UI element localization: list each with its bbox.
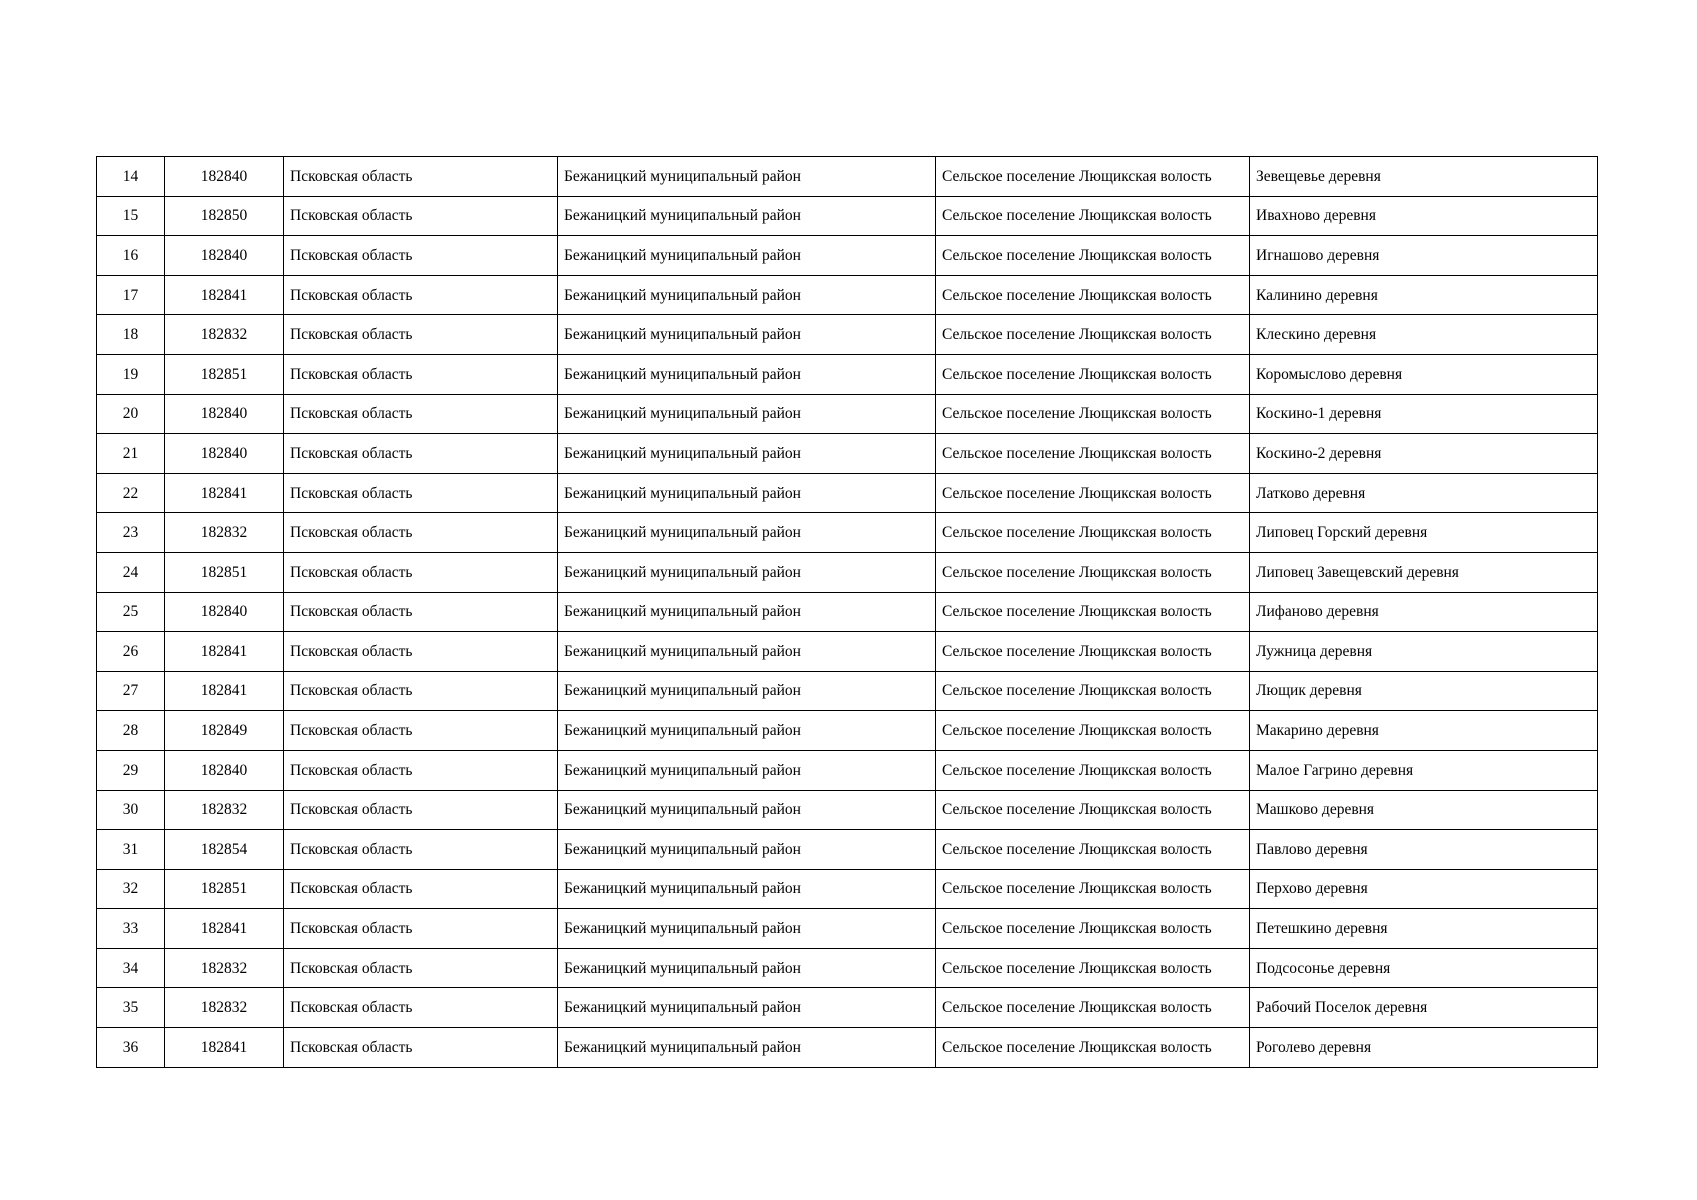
row-number-cell: 32 <box>97 869 165 909</box>
region-cell: Псковская область <box>284 196 558 236</box>
table-row <box>97 750 1598 790</box>
row-number-cell: 24 <box>97 552 165 592</box>
settlement-cell: Сельское поселение Лющикская волость <box>936 830 1250 870</box>
region-cell: Псковская область <box>284 394 558 434</box>
settlement-cell: Сельское поселение Лющикская волость <box>936 552 1250 592</box>
locality-cell: Липовец Завещевский деревня <box>1250 552 1598 592</box>
row-number-cell: 15 <box>97 196 165 236</box>
table-row <box>97 671 1598 711</box>
postal-index-cell: 182851 <box>165 869 284 909</box>
settlement-cell: Сельское поселение Лющикская волость <box>936 473 1250 513</box>
postal-index-cell: 182841 <box>165 632 284 672</box>
postal-index-cell: 182841 <box>165 473 284 513</box>
district-cell: Бежаницкий муниципальный район <box>558 473 936 513</box>
table-body <box>97 157 1598 1068</box>
settlements-table <box>96 156 1598 1068</box>
locality-cell: Липовец Горский деревня <box>1250 513 1598 553</box>
region-cell: Псковская область <box>284 988 558 1028</box>
table-row <box>97 275 1598 315</box>
table-row <box>97 196 1598 236</box>
postal-index-cell: 182851 <box>165 354 284 394</box>
table-row <box>97 513 1598 553</box>
table-row <box>97 988 1598 1028</box>
row-number-cell: 20 <box>97 394 165 434</box>
postal-index-cell: 182832 <box>165 315 284 355</box>
region-cell: Псковская область <box>284 315 558 355</box>
district-cell: Бежаницкий муниципальный район <box>558 394 936 434</box>
region-cell: Псковская область <box>284 157 558 197</box>
settlement-cell: Сельское поселение Лющикская волость <box>936 948 1250 988</box>
region-cell: Псковская область <box>284 909 558 949</box>
table-row <box>97 790 1598 830</box>
locality-cell: Лифаново деревня <box>1250 592 1598 632</box>
locality-cell: Игнашово деревня <box>1250 236 1598 276</box>
table-row <box>97 354 1598 394</box>
row-number-cell: 27 <box>97 671 165 711</box>
region-cell: Псковская область <box>284 948 558 988</box>
locality-cell: Лющик деревня <box>1250 671 1598 711</box>
locality-cell: Коскино-1 деревня <box>1250 394 1598 434</box>
table-row <box>97 157 1598 197</box>
region-cell: Псковская область <box>284 711 558 751</box>
settlement-cell: Сельское поселение Лющикская волость <box>936 711 1250 751</box>
table-row <box>97 552 1598 592</box>
postal-index-cell: 182840 <box>165 394 284 434</box>
settlement-cell: Сельское поселение Лющикская волость <box>936 315 1250 355</box>
settlement-cell: Сельское поселение Лющикская волость <box>936 275 1250 315</box>
district-cell: Бежаницкий муниципальный район <box>558 869 936 909</box>
locality-cell: Рабочий Поселок деревня <box>1250 988 1598 1028</box>
row-number-cell: 16 <box>97 236 165 276</box>
district-cell: Бежаницкий муниципальный район <box>558 790 936 830</box>
postal-index-cell: 182840 <box>165 236 284 276</box>
district-cell: Бежаницкий муниципальный район <box>558 632 936 672</box>
locality-cell: Коскино-2 деревня <box>1250 434 1598 474</box>
region-cell: Псковская область <box>284 236 558 276</box>
settlement-cell: Сельское поселение Лющикская волость <box>936 988 1250 1028</box>
row-number-cell: 18 <box>97 315 165 355</box>
settlement-cell: Сельское поселение Лющикская волость <box>936 434 1250 474</box>
region-cell: Псковская область <box>284 671 558 711</box>
postal-index-cell: 182849 <box>165 711 284 751</box>
locality-cell: Лужница деревня <box>1250 632 1598 672</box>
row-number-cell: 36 <box>97 1028 165 1068</box>
region-cell: Псковская область <box>284 434 558 474</box>
region-cell: Псковская область <box>284 750 558 790</box>
table-row <box>97 948 1598 988</box>
settlement-cell: Сельское поселение Лющикская волость <box>936 1028 1250 1068</box>
district-cell: Бежаницкий муниципальный район <box>558 909 936 949</box>
settlement-cell: Сельское поселение Лющикская волость <box>936 196 1250 236</box>
district-cell: Бежаницкий муниципальный район <box>558 434 936 474</box>
row-number-cell: 35 <box>97 988 165 1028</box>
region-cell: Псковская область <box>284 513 558 553</box>
district-cell: Бежаницкий муниципальный район <box>558 196 936 236</box>
table-row <box>97 830 1598 870</box>
postal-index-cell: 182832 <box>165 790 284 830</box>
locality-cell: Подсосонье деревня <box>1250 948 1598 988</box>
settlement-cell: Сельское поселение Лющикская волость <box>936 790 1250 830</box>
district-cell: Бежаницкий муниципальный район <box>558 592 936 632</box>
locality-cell: Коромыслово деревня <box>1250 354 1598 394</box>
district-cell: Бежаницкий муниципальный район <box>558 988 936 1028</box>
locality-cell: Малое Гагрино деревня <box>1250 750 1598 790</box>
table-row <box>97 1028 1598 1068</box>
row-number-cell: 14 <box>97 157 165 197</box>
row-number-cell: 19 <box>97 354 165 394</box>
row-number-cell: 28 <box>97 711 165 751</box>
postal-index-cell: 182840 <box>165 592 284 632</box>
district-cell: Бежаницкий муниципальный район <box>558 552 936 592</box>
district-cell: Бежаницкий муниципальный район <box>558 354 936 394</box>
row-number-cell: 31 <box>97 830 165 870</box>
locality-cell: Павлово деревня <box>1250 830 1598 870</box>
postal-index-cell: 182841 <box>165 671 284 711</box>
region-cell: Псковская область <box>284 552 558 592</box>
settlement-cell: Сельское поселение Лющикская волость <box>936 592 1250 632</box>
settlement-cell: Сельское поселение Лющикская волость <box>936 236 1250 276</box>
locality-cell: Ивахново деревня <box>1250 196 1598 236</box>
district-cell: Бежаницкий муниципальный район <box>558 671 936 711</box>
row-number-cell: 29 <box>97 750 165 790</box>
postal-index-cell: 182832 <box>165 988 284 1028</box>
district-cell: Бежаницкий муниципальный район <box>558 315 936 355</box>
postal-index-cell: 182854 <box>165 830 284 870</box>
row-number-cell: 23 <box>97 513 165 553</box>
row-number-cell: 22 <box>97 473 165 513</box>
district-cell: Бежаницкий муниципальный район <box>558 513 936 553</box>
locality-cell: Калинино деревня <box>1250 275 1598 315</box>
table-row <box>97 434 1598 474</box>
district-cell: Бежаницкий муниципальный район <box>558 236 936 276</box>
postal-index-cell: 182832 <box>165 948 284 988</box>
settlement-cell: Сельское поселение Лющикская волость <box>936 394 1250 434</box>
postal-index-cell: 182850 <box>165 196 284 236</box>
postal-index-cell: 182840 <box>165 157 284 197</box>
region-cell: Псковская область <box>284 473 558 513</box>
settlement-cell: Сельское поселение Лющикская волость <box>936 632 1250 672</box>
district-cell: Бежаницкий муниципальный район <box>558 750 936 790</box>
postal-index-cell: 182841 <box>165 1028 284 1068</box>
table-row <box>97 473 1598 513</box>
district-cell: Бежаницкий муниципальный район <box>558 157 936 197</box>
district-cell: Бежаницкий муниципальный район <box>558 948 936 988</box>
region-cell: Псковская область <box>284 275 558 315</box>
region-cell: Псковская область <box>284 790 558 830</box>
postal-index-cell: 182841 <box>165 275 284 315</box>
row-number-cell: 25 <box>97 592 165 632</box>
locality-cell: Зевещевье деревня <box>1250 157 1598 197</box>
settlement-cell: Сельское поселение Лющикская волость <box>936 513 1250 553</box>
settlement-cell: Сельское поселение Лющикская волость <box>936 750 1250 790</box>
region-cell: Псковская область <box>284 830 558 870</box>
locality-cell: Латково деревня <box>1250 473 1598 513</box>
table-row <box>97 394 1598 434</box>
settlement-cell: Сельское поселение Лющикская волость <box>936 671 1250 711</box>
district-cell: Бежаницкий муниципальный район <box>558 1028 936 1068</box>
region-cell: Псковская область <box>284 354 558 394</box>
region-cell: Псковская область <box>284 869 558 909</box>
table-row <box>97 632 1598 672</box>
settlement-cell: Сельское поселение Лющикская волость <box>936 157 1250 197</box>
table-row <box>97 592 1598 632</box>
table-row <box>97 236 1598 276</box>
region-cell: Псковская область <box>284 1028 558 1068</box>
locality-cell: Машково деревня <box>1250 790 1598 830</box>
row-number-cell: 26 <box>97 632 165 672</box>
row-number-cell: 21 <box>97 434 165 474</box>
postal-index-cell: 182840 <box>165 434 284 474</box>
locality-cell: Петешкино деревня <box>1250 909 1598 949</box>
locality-cell: Перхово деревня <box>1250 869 1598 909</box>
row-number-cell: 34 <box>97 948 165 988</box>
district-cell: Бежаницкий муниципальный район <box>558 830 936 870</box>
postal-index-cell: 182832 <box>165 513 284 553</box>
locality-cell: Макарино деревня <box>1250 711 1598 751</box>
row-number-cell: 30 <box>97 790 165 830</box>
postal-index-cell: 182841 <box>165 909 284 949</box>
table-row <box>97 711 1598 751</box>
settlement-cell: Сельское поселение Лющикская волость <box>936 909 1250 949</box>
table-row <box>97 909 1598 949</box>
settlement-cell: Сельское поселение Лющикская волость <box>936 869 1250 909</box>
locality-cell: Роголево деревня <box>1250 1028 1598 1068</box>
locality-cell: Клескино деревня <box>1250 315 1598 355</box>
region-cell: Псковская область <box>284 632 558 672</box>
table-row <box>97 315 1598 355</box>
table-row <box>97 869 1598 909</box>
district-cell: Бежаницкий муниципальный район <box>558 711 936 751</box>
district-cell: Бежаницкий муниципальный район <box>558 275 936 315</box>
postal-index-cell: 182840 <box>165 750 284 790</box>
row-number-cell: 33 <box>97 909 165 949</box>
row-number-cell: 17 <box>97 275 165 315</box>
postal-index-cell: 182851 <box>165 552 284 592</box>
settlement-cell: Сельское поселение Лющикская волость <box>936 354 1250 394</box>
region-cell: Псковская область <box>284 592 558 632</box>
